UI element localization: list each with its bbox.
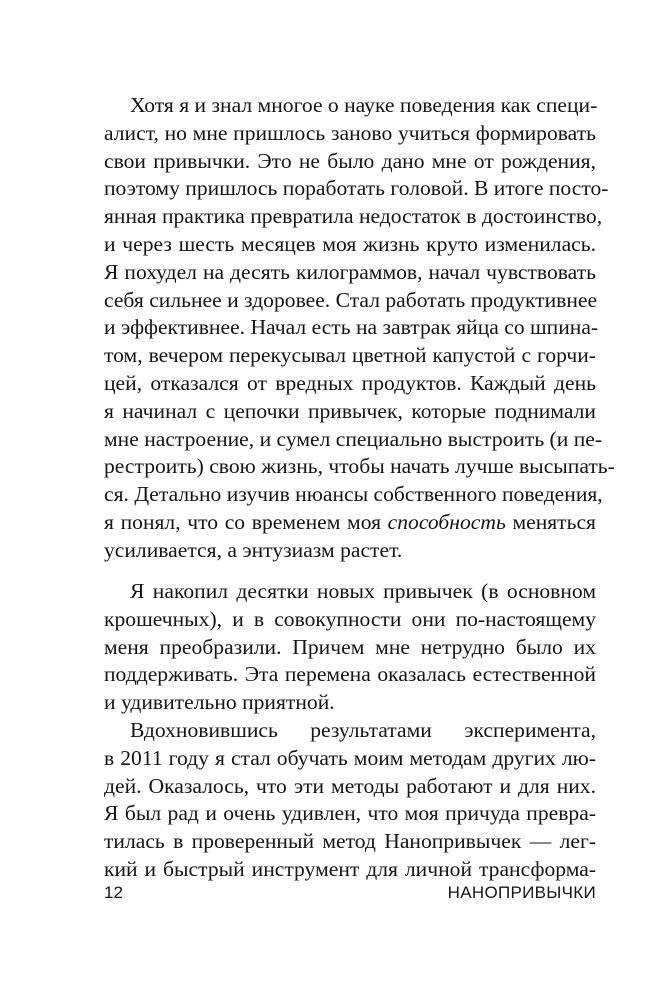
- text-line: в 2011 году я стал обучать моим методам других лю-: [104, 745, 596, 770]
- text-line: свои привычки. Это не было дано мне от рождения,: [104, 148, 596, 173]
- page-number: 12: [104, 883, 123, 902]
- text-line: тилась в проверенный метод Нанопривычек — лег-: [104, 829, 596, 854]
- text-line: и эффективнее. Начал есть на завтрак яйца со шпина-: [104, 315, 599, 340]
- text-line: кий и быстрый инструмент для личной трансформа-: [104, 856, 596, 881]
- text-line: и удивительно приятной.: [104, 690, 335, 715]
- text-line: цей, отказался от вредных продуктов. Каждый день: [104, 370, 596, 395]
- text-line: мне настроение, и сумел специально выстроить (и пе-: [104, 426, 603, 451]
- text-line: Вдохновившись результатами эксперимента,: [130, 717, 596, 742]
- text-fragment: я понял, что со временем моя: [104, 509, 388, 534]
- text-line: алист, но мне пришлось заново учиться формировать: [104, 120, 596, 145]
- text-fragment: меняться: [505, 509, 596, 534]
- text-line: рестроить) свою жизнь, чтобы начать лучше высыпать-: [104, 454, 615, 479]
- paragraph-2: [104, 578, 596, 717]
- text-line: крошечных), и в совокупности они по-настоящему: [104, 606, 596, 631]
- text-line: ся. Детально изучив нюансы собственного поведения,: [104, 482, 603, 507]
- text-line: я начинал с цепочки привычек, которые поднимали: [104, 398, 596, 423]
- body-text-top: [104, 92, 615, 565]
- text-line: поддерживать. Эта перемена оказалась естественной: [104, 662, 596, 687]
- text-line-with-emphasis: [104, 509, 596, 537]
- text-line: поэтому пришлось поработать головой. В итоге посто-: [104, 176, 609, 201]
- body-text-bottom: [104, 578, 596, 884]
- text-line: меня преобразили. Причем мне нетрудно было их: [104, 634, 596, 659]
- text-line: Я накопил десятки новых привычек (в основном: [130, 579, 596, 603]
- text-line: себя сильнее и здоровее. Стал работать продуктивнее: [104, 287, 598, 312]
- emphasized-word: способность: [387, 509, 506, 534]
- text-line: том, вечером перекусывал цветной капустой с горчи-: [104, 343, 596, 368]
- paragraph-1: [104, 92, 615, 565]
- text-line: усиливается, а энтузиазм растет.: [104, 537, 403, 562]
- text-line: Хотя я и знал многое о науке поведения как специ-: [130, 93, 598, 117]
- text-line: и через шесть месяцев моя жизнь круто изменилась.: [104, 231, 596, 256]
- text-line: дей. Оказалось, что эти методы работают и для них.: [104, 773, 596, 798]
- paragraph-3: [104, 717, 596, 884]
- text-line: Я похудел на десять килограммов, начал чувствовать: [104, 259, 596, 284]
- text-line: янная практика превратила недостаток в достоинство,: [104, 204, 603, 229]
- running-title: НАНОПРИВЫЧКИ: [447, 883, 596, 902]
- text-line: Я был рад и очень удивлен, что моя причуда превра-: [104, 801, 596, 826]
